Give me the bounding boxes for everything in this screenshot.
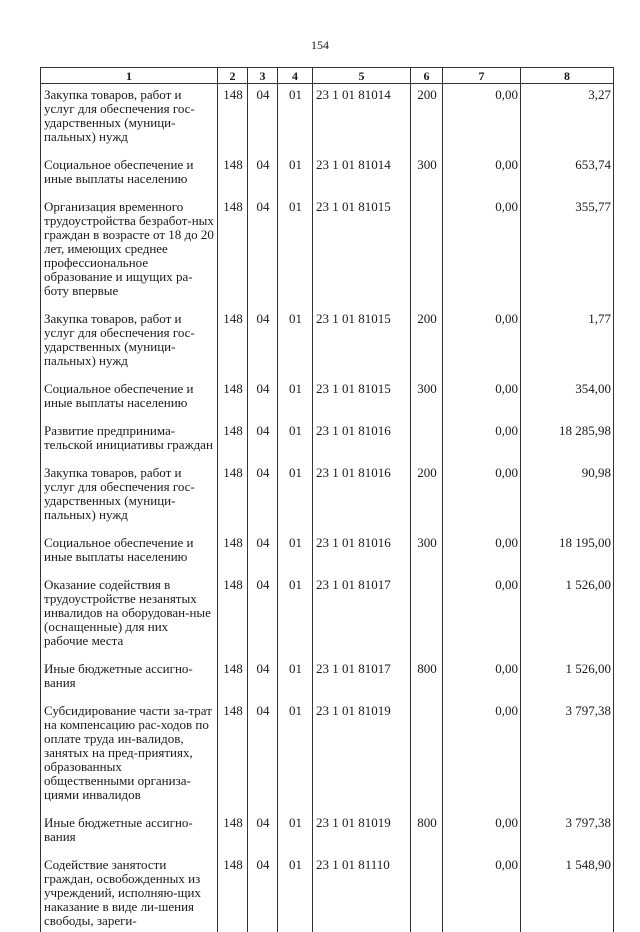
- table-row: [41, 574, 614, 658]
- row-code-6: 800: [411, 812, 443, 854]
- table-row: [41, 532, 614, 574]
- row-amount-8: 1,77: [521, 308, 614, 378]
- row-code-3: 04: [248, 532, 278, 574]
- table-row: [41, 812, 614, 854]
- row-amount-7: 0,00: [443, 196, 521, 308]
- row-code-4: 01: [278, 420, 313, 462]
- row-code-4: 01: [278, 532, 313, 574]
- table-row: [41, 658, 614, 700]
- row-code-6: 200: [411, 308, 443, 378]
- row-amount-7: 0,00: [443, 854, 521, 932]
- row-code-4: 01: [278, 84, 313, 155]
- row-code-2: 148: [218, 378, 248, 420]
- row-code-6: [411, 420, 443, 462]
- row-amount-8: 355,77: [521, 196, 614, 308]
- row-name: Социальное обеспечение и иные выплаты населению: [41, 154, 218, 196]
- table-row: [41, 378, 614, 420]
- row-code-2: 148: [218, 574, 248, 658]
- table-row: [41, 84, 614, 155]
- table-row: [41, 700, 614, 812]
- row-name: Закупка товаров, работ и услуг для обеспечения гос-ударственных (муници-пальных) нужд: [41, 84, 218, 155]
- row-amount-7: 0,00: [443, 420, 521, 462]
- row-code-2: 148: [218, 196, 248, 308]
- row-amount-8: 18 285,98: [521, 420, 614, 462]
- row-code-2: 148: [218, 154, 248, 196]
- row-code-3: 04: [248, 854, 278, 932]
- row-code-5: 23 1 01 81019: [313, 812, 411, 854]
- row-code-4: 01: [278, 812, 313, 854]
- table-row: [41, 196, 614, 308]
- row-name: Развитие предпринима-тельской инициативы граждан: [41, 420, 218, 462]
- row-code-5: 23 1 01 81017: [313, 658, 411, 700]
- column-header: 6: [411, 68, 443, 84]
- column-header: 4: [278, 68, 313, 84]
- row-code-3: 04: [248, 574, 278, 658]
- row-code-2: 148: [218, 854, 248, 932]
- row-code-3: 04: [248, 196, 278, 308]
- row-code-6: 300: [411, 532, 443, 574]
- column-header: 1: [41, 68, 218, 84]
- row-code-6: 200: [411, 84, 443, 155]
- row-code-4: 01: [278, 154, 313, 196]
- row-amount-8: 354,00: [521, 378, 614, 420]
- table-row: [41, 420, 614, 462]
- row-amount-8: 653,74: [521, 154, 614, 196]
- row-code-5: 23 1 01 81014: [313, 84, 411, 155]
- row-code-5: 23 1 01 81016: [313, 420, 411, 462]
- row-code-3: 04: [248, 308, 278, 378]
- row-code-3: 04: [248, 420, 278, 462]
- row-code-2: 148: [218, 658, 248, 700]
- row-amount-7: 0,00: [443, 700, 521, 812]
- row-name: Субсидирование части за-трат на компенсацию рас-ходов по оплате труда ин-валидов, занятых на пред-приятиях, образованных общественными организа-циями инвалидов: [41, 700, 218, 812]
- row-code-5: 23 1 01 81015: [313, 308, 411, 378]
- row-code-2: 148: [218, 700, 248, 812]
- row-amount-7: 0,00: [443, 658, 521, 700]
- row-code-5: 23 1 01 81015: [313, 196, 411, 308]
- column-header: 8: [521, 68, 614, 84]
- row-amount-8: 3,27: [521, 84, 614, 155]
- table-row: [41, 308, 614, 378]
- row-code-3: 04: [248, 84, 278, 155]
- row-code-5: 23 1 01 81015: [313, 378, 411, 420]
- column-header: 5: [313, 68, 411, 84]
- row-code-6: 800: [411, 658, 443, 700]
- row-code-6: [411, 854, 443, 932]
- row-name: Социальное обеспечение и иные выплаты населению: [41, 532, 218, 574]
- row-code-4: 01: [278, 700, 313, 812]
- row-code-3: 04: [248, 812, 278, 854]
- row-code-2: 148: [218, 812, 248, 854]
- column-header: 7: [443, 68, 521, 84]
- column-header: 3: [248, 68, 278, 84]
- row-amount-8: 1 526,00: [521, 574, 614, 658]
- row-amount-8: 18 195,00: [521, 532, 614, 574]
- table-row: [41, 854, 614, 932]
- budget-table: [40, 67, 614, 932]
- row-code-3: 04: [248, 658, 278, 700]
- row-code-6: 300: [411, 378, 443, 420]
- row-name: Иные бюджетные ассигно-вания: [41, 812, 218, 854]
- row-code-4: 01: [278, 308, 313, 378]
- row-amount-7: 0,00: [443, 574, 521, 658]
- row-code-3: 04: [248, 154, 278, 196]
- table-row: [41, 462, 614, 532]
- row-code-4: 01: [278, 574, 313, 658]
- row-code-4: 01: [278, 462, 313, 532]
- row-amount-7: 0,00: [443, 154, 521, 196]
- table-body: [41, 84, 614, 932]
- page-number: 154: [0, 38, 640, 53]
- row-code-5: 23 1 01 81014: [313, 154, 411, 196]
- header-row: [41, 68, 614, 84]
- row-amount-8: 3 797,38: [521, 812, 614, 854]
- table-row: [41, 154, 614, 196]
- row-code-2: 148: [218, 462, 248, 532]
- row-amount-8: 1 548,90: [521, 854, 614, 932]
- row-name: Иные бюджетные ассигно-вания: [41, 658, 218, 700]
- row-code-6: 300: [411, 154, 443, 196]
- row-amount-8: 90,98: [521, 462, 614, 532]
- row-code-6: 200: [411, 462, 443, 532]
- row-code-6: [411, 196, 443, 308]
- row-code-5: 23 1 01 81016: [313, 462, 411, 532]
- row-name: Организация временного трудоустройства безработ-ных граждан в возрасте от 18 до 20 лет, имеющих среднее профессиональное образование и ищущих ра-боту впервые: [41, 196, 218, 308]
- row-code-2: 148: [218, 84, 248, 155]
- row-code-5: 23 1 01 81017: [313, 574, 411, 658]
- row-amount-7: 0,00: [443, 532, 521, 574]
- row-code-5: 23 1 01 81019: [313, 700, 411, 812]
- row-amount-7: 0,00: [443, 812, 521, 854]
- row-code-5: 23 1 01 81110: [313, 854, 411, 932]
- row-amount-7: 0,00: [443, 378, 521, 420]
- row-amount-7: 0,00: [443, 84, 521, 155]
- row-code-2: 148: [218, 308, 248, 378]
- row-code-6: [411, 700, 443, 812]
- row-code-4: 01: [278, 854, 313, 932]
- row-code-6: [411, 574, 443, 658]
- row-name: Закупка товаров, работ и услуг для обеспечения гос-ударственных (муници-пальных) нужд: [41, 462, 218, 532]
- row-code-4: 01: [278, 378, 313, 420]
- row-code-5: 23 1 01 81016: [313, 532, 411, 574]
- row-amount-7: 0,00: [443, 462, 521, 532]
- row-name: Социальное обеспечение и иные выплаты населению: [41, 378, 218, 420]
- row-name: Оказание содействия в трудоустройстве незанятых инвалидов на оборудован-ные (оснащенные) для них рабочие места: [41, 574, 218, 658]
- row-code-2: 148: [218, 420, 248, 462]
- row-code-3: 04: [248, 700, 278, 812]
- row-name: Закупка товаров, работ и услуг для обеспечения гос-ударственных (муници-пальных) нужд: [41, 308, 218, 378]
- row-code-3: 04: [248, 378, 278, 420]
- row-code-4: 01: [278, 196, 313, 308]
- row-code-2: 148: [218, 532, 248, 574]
- column-header: 2: [218, 68, 248, 84]
- row-name: Содействие занятости граждан, освобожденных из учреждений, исполняю-щих наказание в виде ли-шения свободы, зареги-: [41, 854, 218, 932]
- row-code-3: 04: [248, 462, 278, 532]
- row-amount-8: 3 797,38: [521, 700, 614, 812]
- row-amount-8: 1 526,00: [521, 658, 614, 700]
- row-code-4: 01: [278, 658, 313, 700]
- row-amount-7: 0,00: [443, 308, 521, 378]
